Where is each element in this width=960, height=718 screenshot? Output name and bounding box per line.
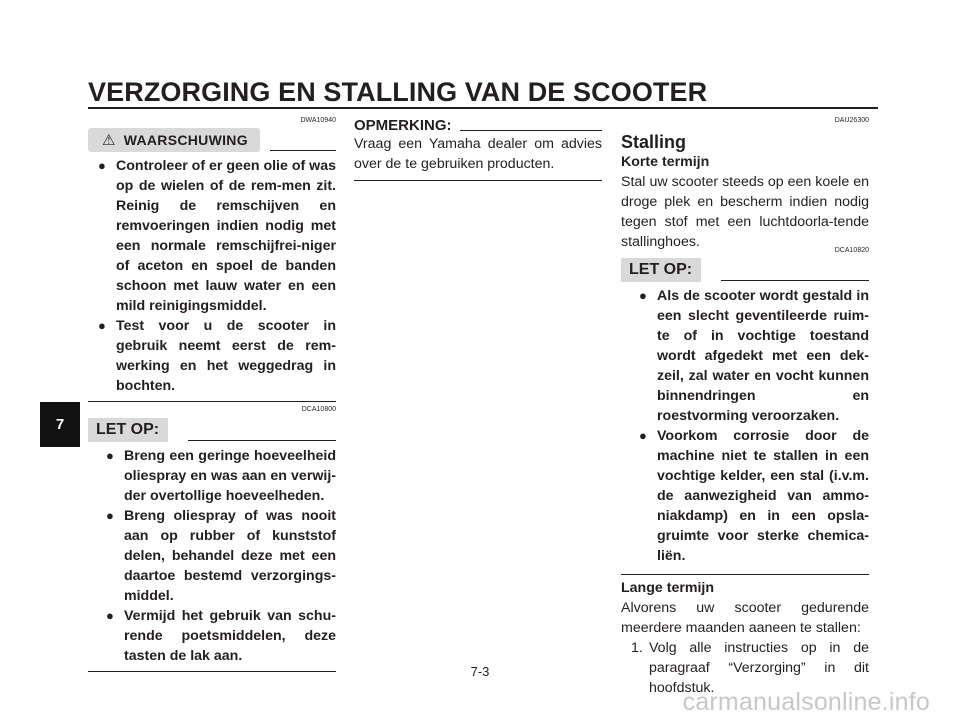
section-code: DAU26300 [834,117,869,124]
caution-badge: LET OP: [621,258,701,282]
section-title: Stalling [621,132,687,152]
warning-badge [88,128,260,152]
caution-end-rule [621,574,869,575]
caution-badge: LET OP: [88,418,168,442]
step-text: Volg alle instructies op in de paragraaf “Verzorging” in dit hoofdstuk. [649,640,869,696]
list-item: ● Breng oliespray of was nooit aan op rubber of kunststof delen, behandel deze met een daartoe bestemd verzorgings-middel. [96,506,336,606]
warning-label: WAARSCHUWING [123,132,248,148]
list-item: ● Voorkom corrosie door de machine niet te stallen in een vochtige kelder, een stal (i.v.m. de aanwezigheid van ammo-niakdamp) en in een opsla-gruimte voor sterke chemica-liën. [629,426,869,566]
caution-list [621,286,869,566]
column-middle [354,117,602,181]
caution-rule [188,440,336,441]
chapter-tab: 7 [40,402,80,447]
list-item: ● Controleer of er geen olie of was op de wielen of de rem-men zit. Reinig de remschijven en remvoeringen indien nodig met een normale remschijfrei-niger of aceton en spoel de banden schoon met lauw water en een mild reinigingsmiddel. [88,156,336,316]
warning-list [88,156,336,396]
warning-code: DWA10940 [300,117,336,124]
short-term-title: Korte termijn [621,154,710,170]
note-header [354,117,602,134]
step-number: 1. [631,640,643,656]
caution-list [88,446,336,666]
column-right [621,116,869,698]
column-left [88,116,336,672]
caution-code: DCA10820 [834,247,869,254]
note-label: OPMERKING: [354,117,452,134]
page-number: 7-3 [470,664,490,679]
note-rule [460,130,603,131]
warning-header [88,128,336,152]
long-term-title: Lange termijn [621,580,715,596]
watermark: carmanualsonline.info [682,688,930,716]
warning-end-rule [88,401,336,402]
caution-header [88,418,336,442]
note-end-rule [354,180,602,181]
short-term-text: Stal uw scooter steeds op een koele en droge plek en bescherm indien nodig tegen stof met een luchtdoorla-tende stallinghoes. [621,174,869,250]
caution-code: DCA10800 [301,406,336,413]
list-item: ● Als de scooter wordt gestald in een slecht geventileerde ruim-te of in vochtige toestand wordt afgedekt met een dek-zeil, zal water en vocht kunnen binnendringen en roestvorming veroorzaken. [629,286,869,426]
warning-triangle-icon: ⚠ [102,132,116,149]
list-item: ● Breng een geringe hoeveelheid oliespray en was aan en verwij-der overtollige hoeveelheden. [96,446,336,506]
note-text: Vraag een Yamaha dealer om advies over de te gebruiken producten. [354,136,602,172]
caution-rule [721,280,869,281]
list-item: ● Test voor u de scooter in gebruik neemt eerst de rem-werking en het weggedrag in bochten. [88,316,336,396]
page-title: VERZORGING EN STALLING VAN DE SCOOTER [88,78,878,109]
list-item: ● Vermijd het gebruik van schu-rende poetsmiddelen, deze tasten de lak aan. [96,606,336,666]
caution-header [621,258,869,282]
long-term-text: Alvorens uw scooter gedurende meerdere maanden aaneen te stallen: [621,600,869,636]
warning-rule [270,150,336,151]
